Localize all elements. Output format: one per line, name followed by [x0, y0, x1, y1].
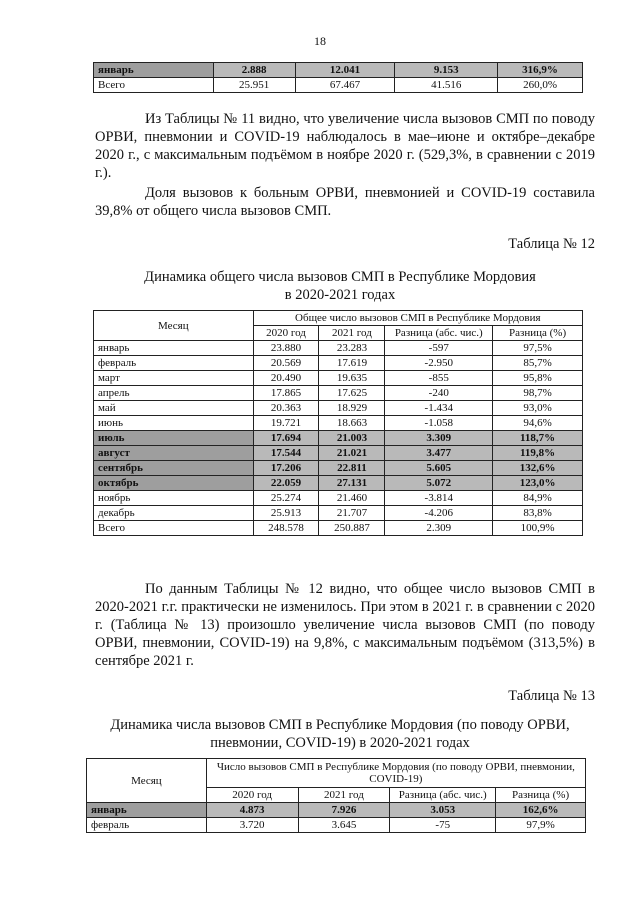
cell-v2020: 23.880	[253, 341, 319, 356]
table-row	[94, 356, 583, 371]
cell-v2020: 25.274	[253, 491, 319, 506]
table-row	[94, 401, 583, 416]
table-13-title-line2: пневмонии, COVID-19) в 2020-2021 годах	[210, 735, 470, 751]
table-11-tail	[93, 62, 583, 93]
cell-diff: 5.072	[385, 476, 493, 491]
table-12-label: Таблица № 12	[508, 236, 595, 252]
cell-v2021: 18.929	[319, 401, 385, 416]
cell-month: апрель	[94, 386, 254, 401]
cell-pct: 316,9%	[498, 63, 583, 78]
cell-v2020: 19.721	[253, 416, 319, 431]
cell-v2021: 12.041	[295, 63, 395, 78]
table-row	[87, 818, 586, 833]
cell-pct: 95,8%	[493, 371, 583, 386]
cell-pct: 123,0%	[493, 476, 583, 491]
cell-pct: 85,7%	[493, 356, 583, 371]
cell-month: январь	[87, 803, 207, 818]
table-12-title-line1: Динамика общего числа вызовов СМП в Республике Мордовия	[144, 269, 536, 285]
table-row	[94, 78, 583, 93]
table-row	[94, 491, 583, 506]
table-row	[94, 431, 583, 446]
table-row	[94, 476, 583, 491]
cell-diff: 3.477	[385, 446, 493, 461]
cell-month: Всего	[94, 78, 214, 93]
cell-pct: 132,6%	[493, 461, 583, 476]
cell-month: январь	[94, 63, 214, 78]
table-12-header-diff: Разница (абс. чис.)	[385, 326, 493, 341]
table-12-title	[80, 268, 600, 304]
cell-pct: 83,8%	[493, 506, 583, 521]
cell-month: март	[94, 371, 254, 386]
cell-v2021: 21.003	[319, 431, 385, 446]
cell-month: август	[94, 446, 254, 461]
cell-v2020: 248.578	[253, 521, 319, 536]
cell-diff: -1.434	[385, 401, 493, 416]
cell-v2021: 19.635	[319, 371, 385, 386]
cell-v2020: 17.865	[253, 386, 319, 401]
cell-v2020: 2.888	[213, 63, 295, 78]
cell-v2021: 17.625	[319, 386, 385, 401]
cell-diff: -2.950	[385, 356, 493, 371]
cell-diff: -855	[385, 371, 493, 386]
cell-v2021: 27.131	[319, 476, 385, 491]
table-12-header-group: Общее число вызовов СМП в Республике Мордовия	[253, 311, 582, 326]
cell-month: февраль	[87, 818, 207, 833]
cell-v2021: 21.707	[319, 506, 385, 521]
table-12	[93, 310, 583, 536]
table-row	[87, 803, 586, 818]
cell-v2021: 7.926	[298, 803, 390, 818]
cell-v2020: 3.720	[206, 818, 298, 833]
table-row	[94, 521, 583, 536]
table-12-header-month: Месяц	[94, 311, 254, 341]
cell-v2020: 22.059	[253, 476, 319, 491]
cell-v2021: 18.663	[319, 416, 385, 431]
cell-diff: 5.605	[385, 461, 493, 476]
cell-pct: 97,9%	[496, 818, 586, 833]
cell-v2020: 20.363	[253, 401, 319, 416]
cell-v2021: 21.021	[319, 446, 385, 461]
cell-month: февраль	[94, 356, 254, 371]
table-row	[94, 416, 583, 431]
cell-v2020: 17.544	[253, 446, 319, 461]
cell-diff: -597	[385, 341, 493, 356]
cell-diff: -75	[390, 818, 496, 833]
table-13-title-line1: Динамика числа вызовов СМП в Республике Мордовия (по поводу ОРВИ,	[110, 717, 570, 733]
cell-v2021: 250.887	[319, 521, 385, 536]
cell-v2021: 21.460	[319, 491, 385, 506]
cell-diff: 3.053	[390, 803, 496, 818]
cell-v2021: 17.619	[319, 356, 385, 371]
paragraph-table-12-summary: По данным Таблицы № 12 видно, что общее число вызовов СМП в 2020-2021 г.г. практически не изменилось. При этом в 2021 г. в сравнении с 2020 г. (Таблица № 13) произошло увеличение числа вызовов СМП (по поводу ОРВИ, пневмонии, COVID-19) на 9,8%, с максимальным подъёмом (313,5%) в сентябре 2021 г.	[95, 581, 595, 669]
table-12-header-2020: 2020 год	[253, 326, 319, 341]
cell-v2020: 17.694	[253, 431, 319, 446]
cell-diff: -1.058	[385, 416, 493, 431]
cell-diff: 41.516	[395, 78, 498, 93]
cell-v2021: 67.467	[295, 78, 395, 93]
table-13-title	[80, 716, 600, 752]
table-12-header-2021: 2021 год	[319, 326, 385, 341]
table-row	[94, 446, 583, 461]
cell-pct: 84,9%	[493, 491, 583, 506]
cell-pct: 162,6%	[496, 803, 586, 818]
cell-month: октябрь	[94, 476, 254, 491]
cell-pct: 100,9%	[493, 521, 583, 536]
page-number: 18	[314, 34, 326, 48]
table-13-header-2021: 2021 год	[298, 788, 390, 803]
table-12-title-line2: в 2020-2021 годах	[284, 287, 396, 303]
cell-pct: 93,0%	[493, 401, 583, 416]
table-row	[94, 371, 583, 386]
cell-month: июль	[94, 431, 254, 446]
cell-month: июнь	[94, 416, 254, 431]
cell-diff: 9.153	[395, 63, 498, 78]
table-13-label: Таблица № 13	[508, 688, 595, 704]
cell-pct: 94,6%	[493, 416, 583, 431]
paragraph-table-11-summary: Из Таблицы № 11 видно, что увеличение числа вызовов СМП по поводу ОРВИ, пневмонии и COVID-19 наблюдалось в мае–июне и октябре–декабре 2020 г., с максимальным подъёмом в ноябре 2020 г. (529,3%, в сравнении с 2019 г.).	[95, 111, 595, 181]
table-12-header-pct: Разница (%)	[493, 326, 583, 341]
cell-v2021: 22.811	[319, 461, 385, 476]
cell-v2020: 25.913	[253, 506, 319, 521]
cell-v2021: 3.645	[298, 818, 390, 833]
cell-diff: 3.309	[385, 431, 493, 446]
cell-v2020: 25.951	[213, 78, 295, 93]
cell-pct: 260,0%	[498, 78, 583, 93]
table-row	[94, 461, 583, 476]
cell-pct: 97,5%	[493, 341, 583, 356]
cell-month: ноябрь	[94, 491, 254, 506]
table-13-header-pct: Разница (%)	[496, 788, 586, 803]
cell-month: декабрь	[94, 506, 254, 521]
cell-v2020: 4.873	[206, 803, 298, 818]
cell-diff: -3.814	[385, 491, 493, 506]
cell-diff: -4.206	[385, 506, 493, 521]
cell-pct: 98,7%	[493, 386, 583, 401]
table-13	[86, 758, 586, 833]
table-13-header-2020: 2020 год	[206, 788, 298, 803]
table-row	[94, 341, 583, 356]
cell-month: май	[94, 401, 254, 416]
cell-pct: 118,7%	[493, 431, 583, 446]
table-13-header-diff: Разница (абс. чис.)	[390, 788, 496, 803]
table-row	[94, 386, 583, 401]
cell-v2020: 17.206	[253, 461, 319, 476]
cell-month: Всего	[94, 521, 254, 536]
table-13-header-month: Месяц	[87, 759, 207, 803]
cell-diff: 2.309	[385, 521, 493, 536]
cell-v2020: 20.490	[253, 371, 319, 386]
cell-v2020: 20.569	[253, 356, 319, 371]
cell-month: январь	[94, 341, 254, 356]
table-row	[94, 506, 583, 521]
cell-v2021: 23.283	[319, 341, 385, 356]
table-row	[94, 63, 583, 78]
cell-pct: 119,8%	[493, 446, 583, 461]
table-13-header-group: Число вызовов СМП в Республике Мордовия (по поводу ОРВИ, пневмонии, COVID-19)	[206, 759, 585, 788]
paragraph-share-of-calls: Доля вызовов к больным ОРВИ, пневмонией и COVID-19 составила 39,8% от общего числа вызовов СМП.	[95, 185, 595, 219]
cell-month: сентябрь	[94, 461, 254, 476]
cell-diff: -240	[385, 386, 493, 401]
